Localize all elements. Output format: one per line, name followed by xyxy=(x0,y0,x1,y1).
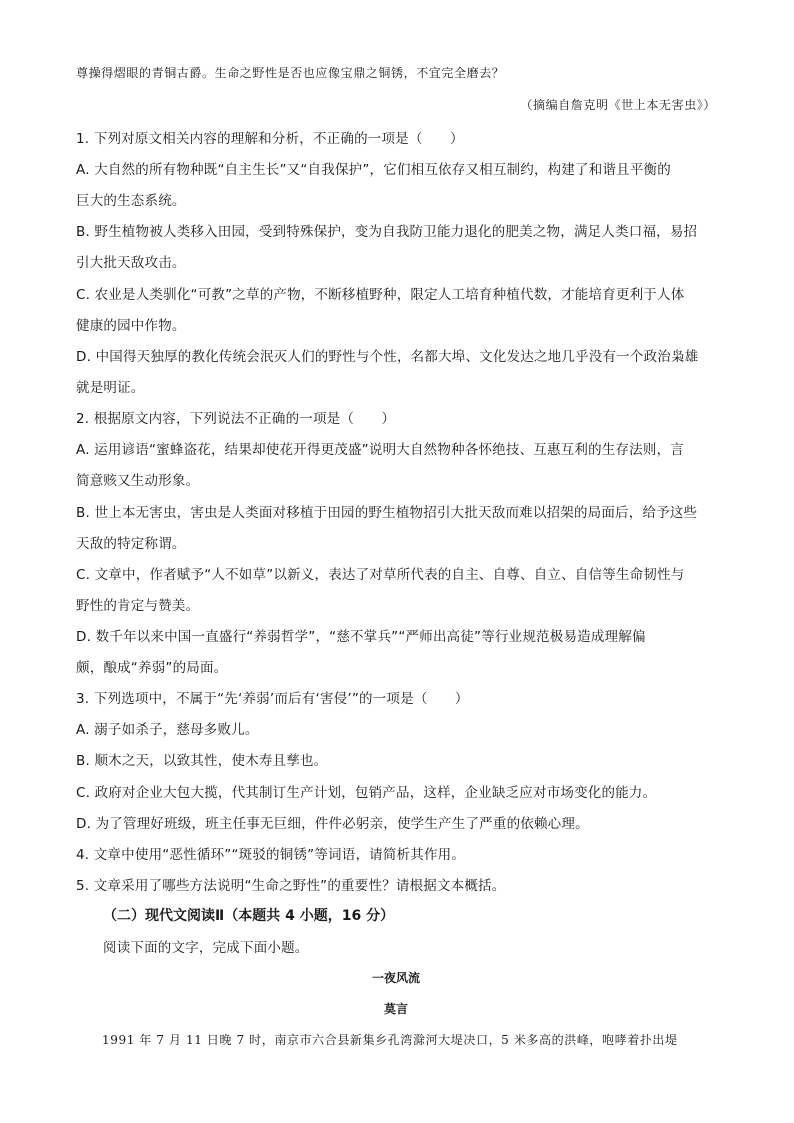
q3-option-d: D. 为了管理好班级，班主任事无巨细，件件必躬亲，使学生产生了严重的依赖心理。 xyxy=(76,816,589,832)
story-author: 莫言 xyxy=(383,1002,408,1016)
q2-option-a-line2: 简意赅又生动形象。 xyxy=(76,473,200,489)
q2-option-d-line1: D. 数千年以来中国一直盛行“养弱哲学”，“慈不掌兵”“严师出高徒”等行业规范极易造成理解偏 xyxy=(76,629,646,645)
q1-option-b-line2: 引大批天敌攻击。 xyxy=(76,255,186,271)
reading-instruction: 阅读下面的文字，完成下面小题。 xyxy=(103,940,309,956)
q2-option-d-line2: 颇，酿成“养弱”的局面。 xyxy=(76,660,228,676)
question-5-stem: 5. 文章采用了哪些方法说明“生命之野性”的重要性？请根据文本概括。 xyxy=(76,878,506,894)
q1-option-c-line1: C. 农业是人类驯化“可教”之草的产物，不断移植野种，限定人工培育种植代数，才能培育更利于人体 xyxy=(76,287,685,303)
q2-option-b-line2: 天敌的特定称谓。 xyxy=(76,536,186,552)
q1-option-b-line1: B. 野生植物被人类移入田园，受到特殊保护，变为自我防卫能力退化的肥美之物，满足人类口福，易招 xyxy=(76,224,698,240)
q2-option-c-line1: C. 文章中，作者赋予“人不如草”以新义，表达了对草所代表的自主、自尊、自立、自信等生命韧性与 xyxy=(76,567,685,583)
question-3-stem: 3. 下列选项中，不属于“先‘养弱’而后有‘害侵’”的一项是（ ） xyxy=(76,691,469,707)
q1-option-a-line1: A. 大自然的所有物种既“自主生长”又“自我保护”，它们相互依存又相互制约，构建了和谐且平衡的 xyxy=(76,162,671,178)
question-1-stem: 1. 下列对原文相关内容的理解和分析，不正确的一项是（ ） xyxy=(76,131,464,147)
excerpt-tail: 尊操得熠眼的青铜古爵。生命之野性是否也应像宝鼎之铜锈，不宜完全磨去？ xyxy=(76,66,505,80)
q2-option-c-line2: 野性的肯定与赞美。 xyxy=(76,598,200,614)
question-2-stem: 2. 根据原文内容，下列说法不正确的一项是（ ） xyxy=(76,411,396,427)
q3-option-b: B. 顺木之天，以致其性，使木寿且孳也。 xyxy=(76,753,328,769)
q1-option-d-line1: D. 中国得天独厚的教化传统会泯灭人们的野性与个性，名都大埠、文化发达之地几乎没有一个政治枭雄 xyxy=(76,349,699,365)
question-4-stem: 4. 文章中使用“恶性循环”“斑驳的铜锈”等词语，请简析其作用。 xyxy=(76,847,466,863)
story-first-line: 1991 年 7 月 11 日晚 7 时，南京市六合县新集乡孔湾滁河大堤决口，5 米多高的洪峰，咆哮着扑出堤 xyxy=(102,1033,678,1047)
q3-option-a: A. 溺子如杀子，慈母多败儿。 xyxy=(76,722,259,738)
story-title: 一夜风流 xyxy=(371,971,420,985)
q3-option-c: C. 政府对企业大包大揽，代其制订生产计划，包销产品，这样，企业缺乏应对市场变化的能力。 xyxy=(76,785,657,801)
section-heading: （二）现代文阅读Ⅱ（本题共 4 小题，16 分） xyxy=(103,908,395,924)
q2-option-b-line1: B. 世上本无害虫，害虫是人类面对移植于田园的野生植物招引大批天敌而难以招架的局面后，给予这些 xyxy=(76,505,698,521)
q1-option-a-line2: 巨大的生态系统。 xyxy=(76,193,186,209)
q1-option-c-line2: 健康的园中作物。 xyxy=(76,318,186,334)
source-note: （摘编自詹克明《世上本无害虫》） xyxy=(520,98,716,112)
q2-option-a-line1: A. 运用谚语“蜜蜂盗花，结果却使花开得更茂盛”说明大自然物种各怀绝技、互惠互利的生存法则，言 xyxy=(76,442,684,458)
q1-option-d-line2: 就是明证。 xyxy=(76,380,145,396)
